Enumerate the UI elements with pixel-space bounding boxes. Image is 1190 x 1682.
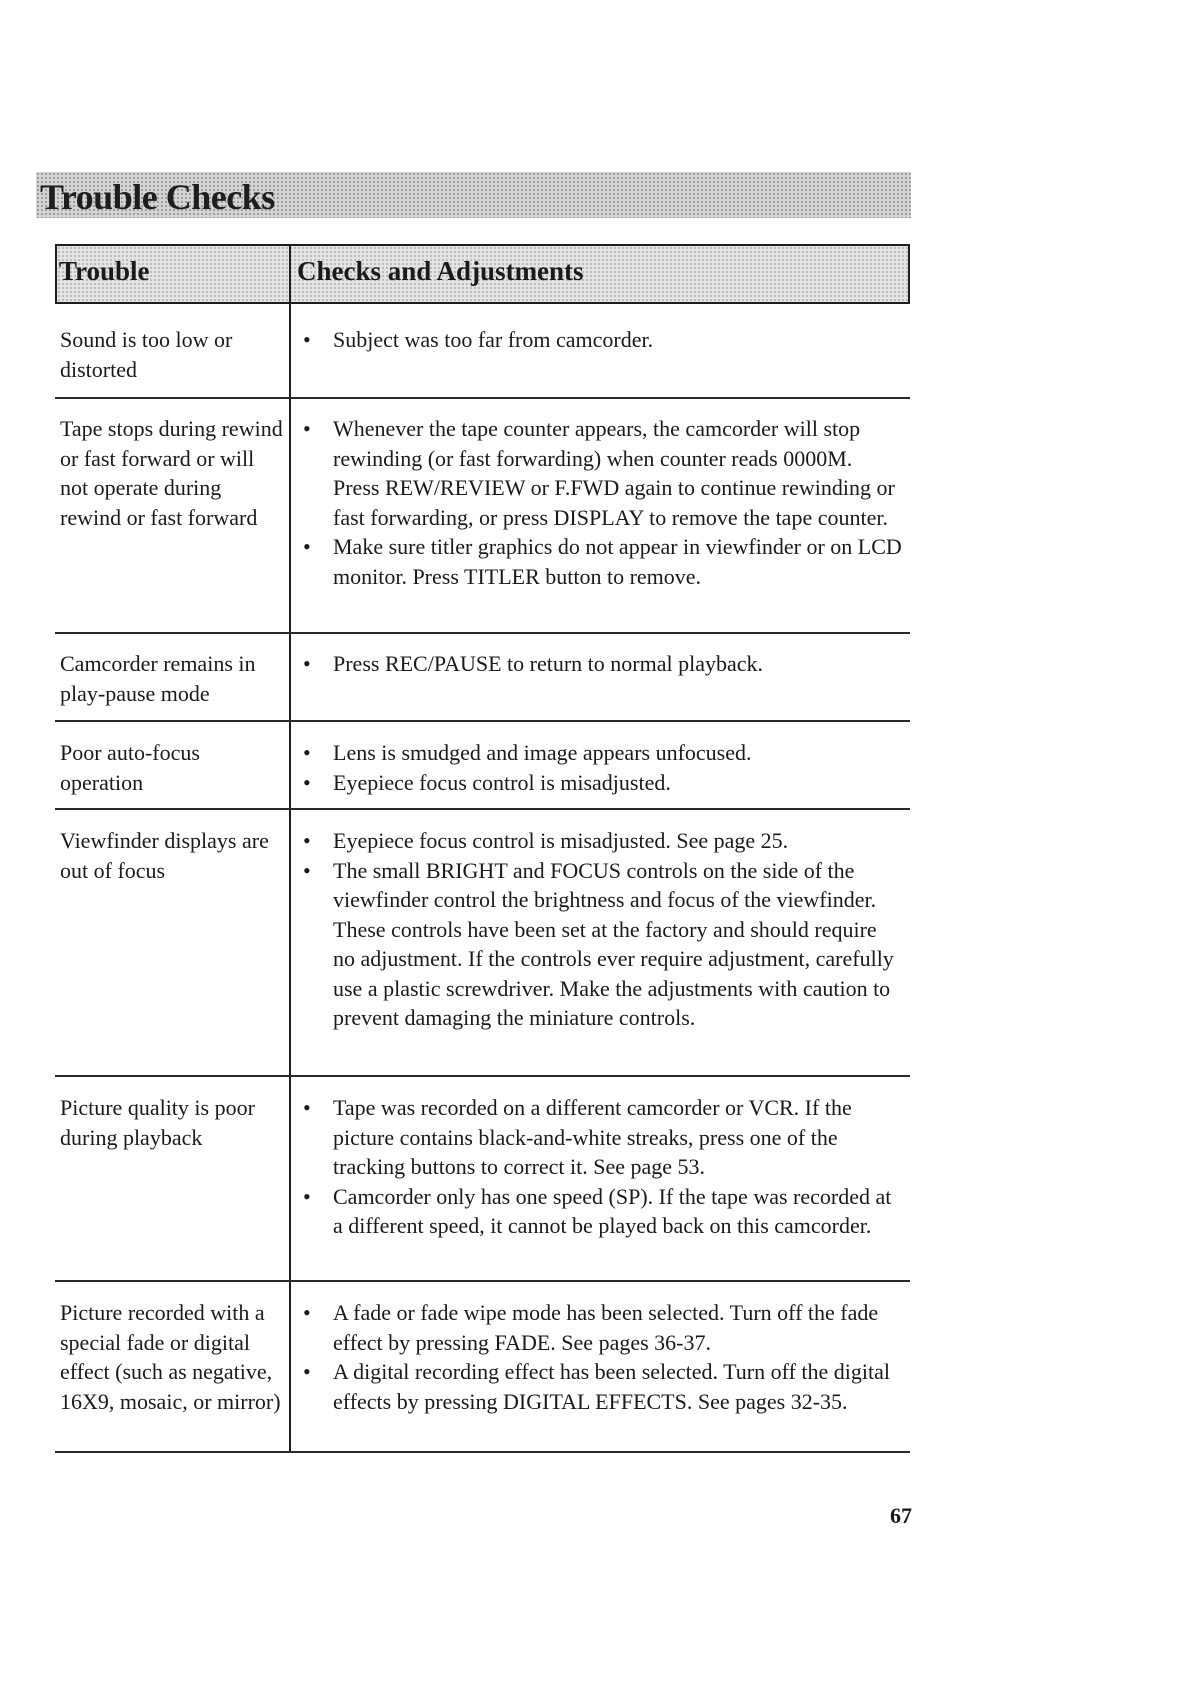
check-item xyxy=(303,532,903,591)
check-text: A fade or fade wipe mode has been selected. Turn off the fade effect by pressing FADE. See pages 36-37. xyxy=(333,1300,879,1355)
row-divider xyxy=(55,397,910,399)
section-title-bar xyxy=(36,172,911,218)
trouble-cell: Sound is too low or distorted xyxy=(60,327,233,382)
section-title: Trouble Checks xyxy=(40,177,275,217)
check-item xyxy=(303,856,903,1033)
bullet-icon: • xyxy=(303,416,311,441)
check-item xyxy=(303,325,903,355)
trouble-cell: Camcorder remains in play-pause mode xyxy=(60,651,256,706)
header-checks-adjustments: Checks and Adjustments xyxy=(297,256,584,286)
row-divider xyxy=(55,1280,910,1282)
bullet-icon: • xyxy=(303,1183,311,1209)
check-text: Tape was recorded on a different camcorder or VCR. If the picture contains black-and-white streaks, press one of the tracking buttons to correct it. See page 53. xyxy=(333,1095,852,1179)
bullet-icon: • xyxy=(303,828,311,853)
row-divider xyxy=(55,1075,910,1077)
check-item xyxy=(303,768,903,798)
check-text: Eyepiece focus control is misadjusted. xyxy=(333,769,671,795)
bullet-icon: • xyxy=(303,1300,311,1325)
row-divider xyxy=(55,720,910,722)
header-trouble: Trouble xyxy=(59,256,150,286)
check-item xyxy=(303,414,903,532)
checks-cell xyxy=(303,414,903,591)
check-text: A digital recording effect has been selected. Turn off the digital effects by pressing DIGITAL EFFECTS. See pages 32-35. xyxy=(333,1359,890,1414)
bullet-icon: • xyxy=(303,651,311,676)
bullet-icon: • xyxy=(303,1095,311,1120)
bullet-icon: • xyxy=(303,769,311,795)
check-text: Eyepiece focus control is misadjusted. See page 25. xyxy=(333,828,789,853)
checks-cell xyxy=(303,649,903,679)
page-number: 67 xyxy=(890,1503,912,1528)
bullet-icon: • xyxy=(303,857,311,883)
check-item xyxy=(303,1298,903,1357)
row-divider xyxy=(55,808,910,810)
check-item xyxy=(303,826,903,856)
check-text: Make sure titler graphics do not appear in viewfinder or on LCD monitor. Press TITLER button to remove. xyxy=(333,534,902,589)
bullet-icon: • xyxy=(303,740,311,765)
checks-cell xyxy=(303,1093,903,1241)
row-divider xyxy=(55,632,910,634)
trouble-cell: Tape stops during rewind or fast forward or will not operate during rewind or fast forward xyxy=(60,416,283,530)
check-text: Lens is smudged and image appears unfocused. xyxy=(333,740,752,765)
check-item xyxy=(303,1182,903,1241)
row-divider xyxy=(55,1451,910,1453)
checks-cell xyxy=(303,325,903,355)
check-item xyxy=(303,1357,903,1416)
trouble-cell: Viewfinder displays are out of focus xyxy=(60,828,269,883)
column-divider xyxy=(289,244,291,1452)
trouble-cell: Picture quality is poor during playback xyxy=(60,1095,255,1150)
trouble-cell: Picture recorded with a special fade or digital effect (such as negative, 16X9, mosaic, or mirror) xyxy=(60,1300,281,1414)
check-text: Whenever the tape counter appears, the camcorder will stop rewinding (or fast forwarding) when counter reads 0000M. Press REW/REVIEW or F.FWD again to continue rewinding or fast forwarding, or press DISPLAY to remove the tape counter. xyxy=(333,416,895,530)
check-text: The small BRIGHT and FOCUS controls on the side of the viewfinder control the brightness and focus of the viewfinder. These controls have been set at the factory and should require no adjustment. If the controls ever require adjustment, carefully use a plastic screwdriver. Make the adjustments with caution to prevent damaging the miniature controls. xyxy=(333,857,894,1030)
bullet-icon: • xyxy=(303,534,311,559)
check-item xyxy=(303,649,903,679)
checks-cell xyxy=(303,738,903,797)
checks-cell xyxy=(303,826,903,1033)
trouble-cell: Poor auto-focus operation xyxy=(60,740,200,795)
check-text: Camcorder only has one speed (SP). If the tape was recorded at a different speed, it cannot be played back on this camcorder. xyxy=(333,1183,892,1238)
check-item xyxy=(303,738,903,768)
check-text: Subject was too far from camcorder. xyxy=(333,327,654,352)
bullet-icon: • xyxy=(303,1359,311,1384)
check-item xyxy=(303,1093,903,1182)
table-header xyxy=(55,244,910,304)
checks-cell xyxy=(303,1298,903,1416)
check-text: Press REC/PAUSE to return to normal playback. xyxy=(333,651,763,676)
bullet-icon: • xyxy=(303,327,311,352)
